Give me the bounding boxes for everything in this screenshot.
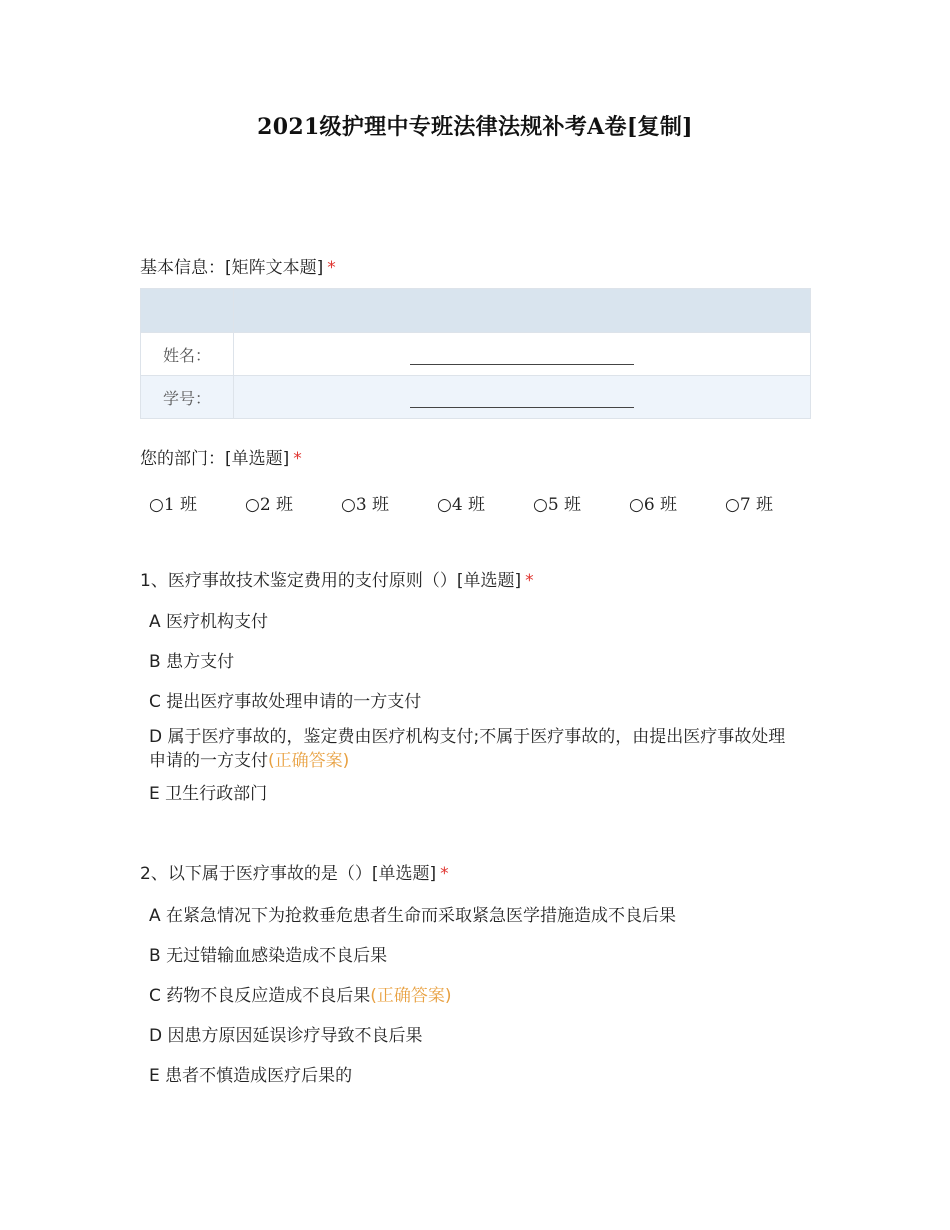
department-options: [149, 490, 821, 515]
basic-info-question: [140, 253, 336, 278]
department-option-1[interactable]: ○1 班: [149, 495, 198, 515]
q1-option-b[interactable]: B 患方支付: [149, 652, 235, 672]
q1-option-a[interactable]: A 医疗机构支付: [149, 612, 269, 632]
department-option-5[interactable]: ○5 班: [533, 495, 582, 515]
department-option-7[interactable]: ○7 班: [725, 495, 774, 515]
student-id-field[interactable]: [234, 376, 811, 419]
department-option-2[interactable]: ○2 班: [245, 495, 294, 515]
correct-answer-tag: (正确答案): [370, 986, 452, 1006]
q2-option-c[interactable]: [149, 984, 452, 1008]
q2-option-e[interactable]: E 患者不慎造成医疗后果的: [149, 1066, 353, 1086]
name-field[interactable]: [234, 333, 811, 376]
required-mark: *: [525, 571, 534, 591]
basic-info-label: 基本信息：[矩阵文本题]: [140, 258, 324, 278]
q1-option-c[interactable]: C 提出医疗事故处理申请的一方支付: [149, 692, 422, 712]
department-option-6[interactable]: ○6 班: [629, 495, 678, 515]
question-2: [140, 859, 449, 884]
department-question: [140, 444, 302, 469]
student-id-input-line[interactable]: [410, 393, 634, 408]
student-id-label: 学号：: [141, 376, 234, 419]
basic-info-matrix: [140, 288, 811, 419]
matrix-row-id: [141, 376, 811, 419]
question-1: [140, 566, 534, 591]
q2-option-a[interactable]: A 在紧急情况下为抢救垂危患者生命而采取紧急医学措施造成不良后果: [149, 906, 677, 926]
correct-answer-tag: (正确答案): [268, 751, 350, 771]
question-1-label: 1、医疗事故技术鉴定费用的支付原则（）[单选题]: [140, 571, 522, 591]
matrix-header-cell: [234, 289, 811, 333]
matrix-header-row: [141, 289, 811, 333]
q2-option-d[interactable]: D 因患方原因延误诊疗导致不良后果: [149, 1026, 423, 1046]
question-2-label: 2、以下属于医疗事故的是（）[单选题]: [140, 864, 437, 884]
matrix-row-name: [141, 333, 811, 376]
required-mark: *: [440, 864, 449, 884]
required-mark: *: [327, 258, 336, 278]
name-label: 姓名：: [141, 333, 234, 376]
department-option-4[interactable]: ○4 班: [437, 495, 486, 515]
q1-option-d[interactable]: [149, 725, 799, 773]
q1-option-e[interactable]: E 卫生行政部门: [149, 784, 268, 804]
name-input-line[interactable]: [410, 350, 634, 365]
department-label: 您的部门：[单选题]: [140, 449, 290, 469]
q2-option-b[interactable]: B 无过错输血感染造成不良后果: [149, 946, 388, 966]
department-option-3[interactable]: ○3 班: [341, 495, 390, 515]
survey-title: 2021级护理中专班法律法规补考A卷[复制]: [257, 114, 693, 140]
matrix-header-corner: [141, 289, 234, 333]
q2-option-c-text: C 药物不良反应造成不良后果: [149, 986, 371, 1006]
required-mark: *: [293, 449, 302, 469]
q1-option-d-text: D 属于医疗事故的，鉴定费由医疗机构支付;不属于医疗事故的，由提出医疗事故处理申请的一方支付: [149, 727, 786, 771]
